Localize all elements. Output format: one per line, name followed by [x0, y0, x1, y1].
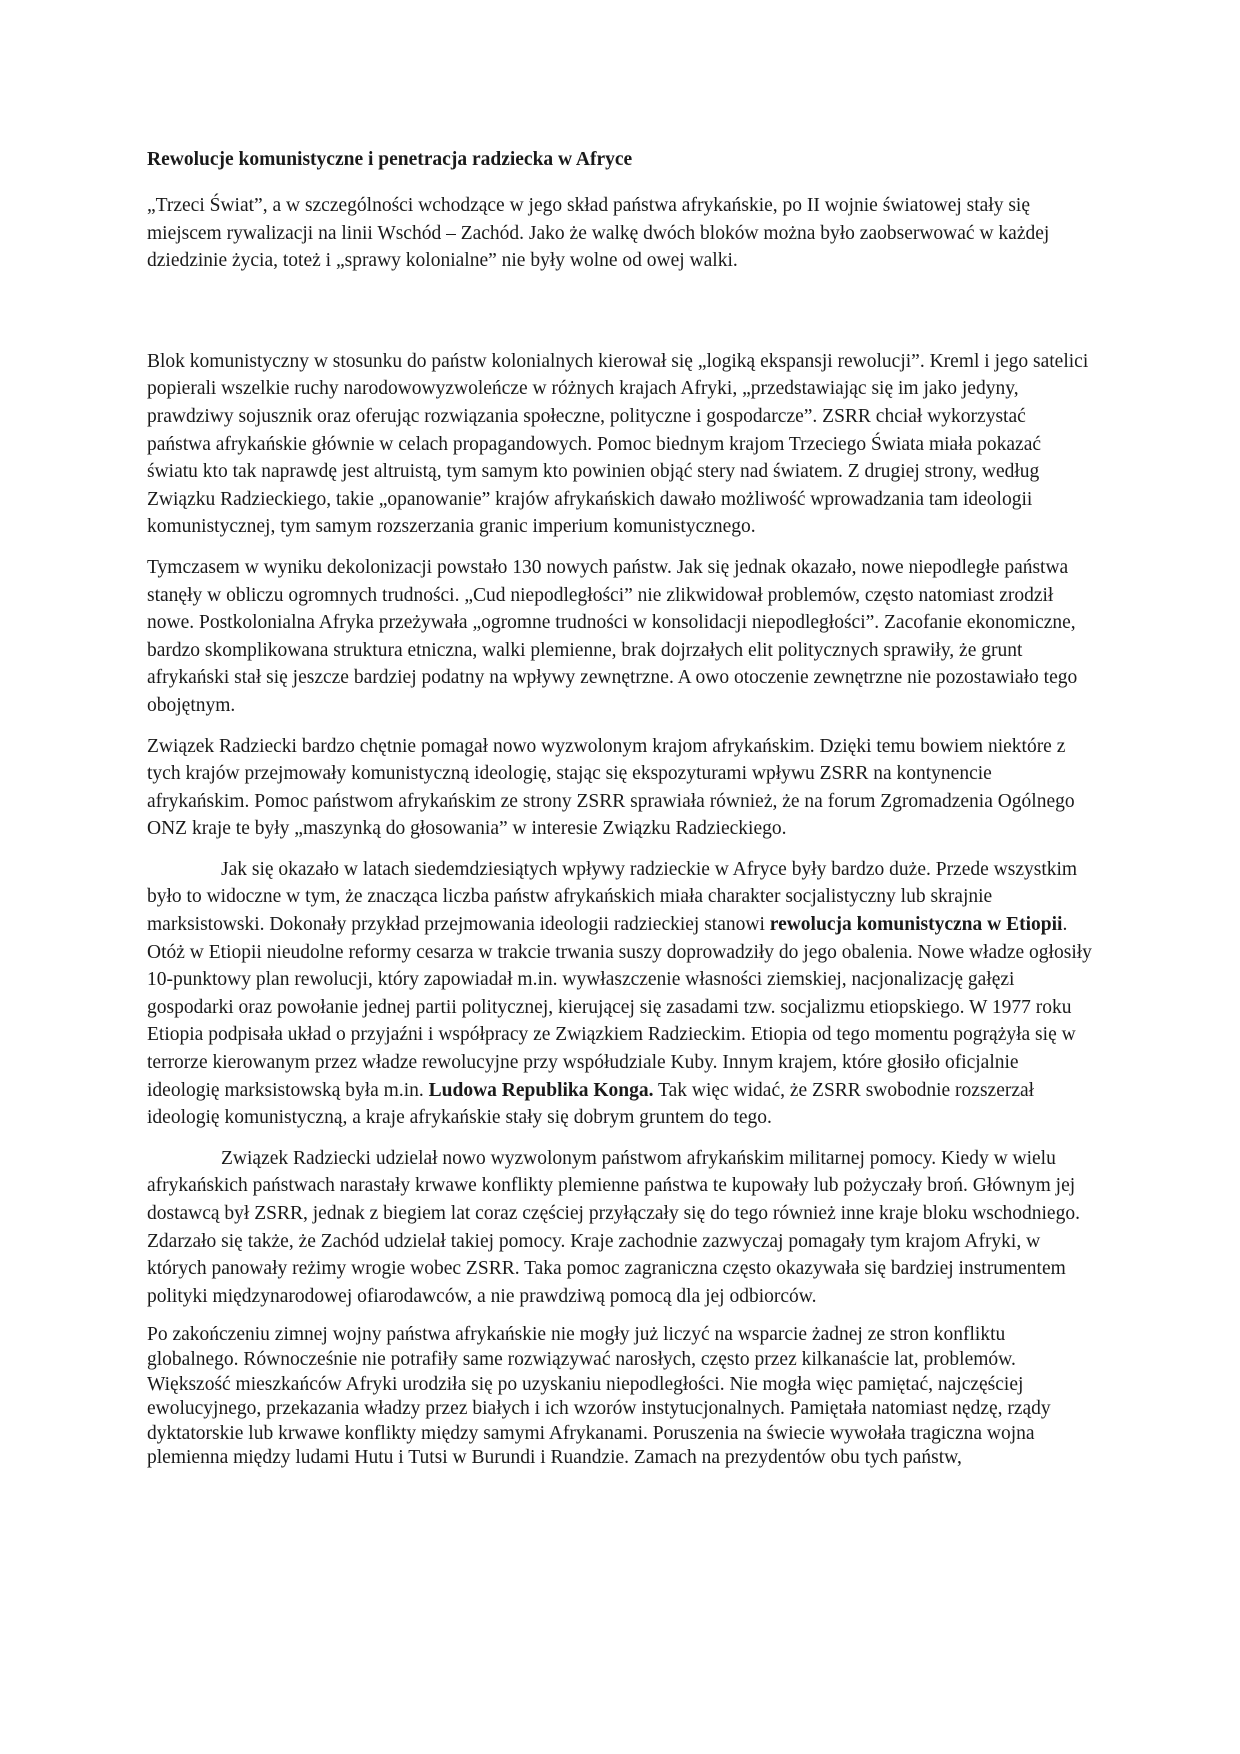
- bold-phrase-congo: Ludowa Republika Konga.: [428, 1079, 654, 1101]
- paragraph-3: Tymczasem w wyniku dekolonizacji powstało 130 nowych państw. Jak się jednak okazało, nowe niepodległe państwa stanęły w obliczu ogromnych trudności. „Cud niepodległości” nie zlikwidował problemów, często natomiast zrodził nowe. Postkolonialna Afryka przeżywała „ogromne trudności w konsolidacji niepodległości”. Zacofanie ekonomiczne, bardzo skomplikowana struktura etniczna, walki plemienne, brak dojrzałych elit politycznych sprawiły, że grunt afrykański stał się jeszcze bardziej podatny na wpływy zewnętrzne. A owo otoczenie zewnętrzne nie pozostawiało tego obojętnym.: [147, 556, 1078, 716]
- bold-phrase-ethiopia: rewolucja komunistyczna w Etiopii: [769, 914, 1063, 936]
- paragraph-2: Blok komunistyczny w stosunku do państw kolonialnych kierował się „logiką ekspansji rewolucji”. Kreml i jego satelici popierali wszelkie ruchy narodowowyzwoleńcze w różnych krajach Afryki, „przedstawiając się im jako jedyny, prawdziwy sojusznik oraz oferując rozwiązania społeczne, polityczne i gospodarcze”. ZSRR chciał wykorzystać państwa afrykańskie głównie w celach propagandowych. Pomoc biednym krajom Trzeciego Świata miała pokazać światu kto tak naprawdę jest altruistą, tym samym kto powinien objąć stery nad światem. Z drugiej strony, według Związku Radzieckiego, takie „opanowanie” krajów afrykańskich dawało możliwość wprowadzania tam ideologii komunistycznej, tym samym rozszerzania granic imperium komunistycznego.: [147, 350, 1089, 538]
- paragraph-1: „Trzeci Świat”, a w szczególności wchodzące w jego skład państwa afrykańskie, po II wojnie światowej stały się miejscem rywalizacji na linii Wschód – Zachód. Jako że walkę dwóch bloków można było zaobserwować w każdej dziedzinie życia, toteż i „sprawy kolonialne” nie były wolne od owej walki.: [147, 195, 1050, 272]
- paragraph-7: Po zakończeniu zimnej wojny państwa afrykańskie nie mogły już liczyć na wsparcie żadnej ze stron konfliktu globalnego. Równocześnie nie potrafiły same rozwiązywać narosłych, często przez kilkanaście lat, problemów. Większość mieszkańców Afryki urodziła się po uzyskaniu niepodległości. Nie mogła więc pamiętać, najczęściej ewolucyjnego, przekazania władzy przez białych i ich wzorów instytucjonalnych. Pamiętała natomiast nędzę, rządy dyktatorskie lub krwawe konflikty między samymi Afrykanami. Poruszenia na świecie wywołała tragiczna wojna plemienna między ludami Hutu i Tutsi w Burundi i Ruandzie. Zamach na prezydentów obu tych państw,: [147, 1324, 1051, 1469]
- document-body: [147, 146, 1093, 1471]
- paragraph-5-text-d: Tak więc widać, że ZSRR swobodnie rozszerzał ideologię komunistyczną, a kraje afrykańskie stały się dobrym gruntem do tego.: [147, 1079, 1035, 1129]
- document-title: Rewolucje komunistyczne i penetracja radziecka w Afryce: [147, 149, 633, 170]
- paragraph-5-text-c: . Otóż w Etiopii nieudolne reformy cesarza w trakcie trwania suszy doprowadziły do jego obalenia. Nowe władze ogłosiły 10-punktowy plan rewolucji, który zapowiadał m.in. wywłaszczenie własności ziemskiej, nacjonalizację gałęzi gospodarki oraz powołanie jednej partii politycznej, kierującej się zasadami tzw. socjalizmu etiopskiego. W 1977 roku Etiopia podpisała układ o przyjaźni i współpracy ze Związkiem Radzieckim. Etiopia od tego momentu pogrążyła się w terrorze kierowanym przez władze rewolucyjne przy współudziale Kuby. Innym krajem, które głosiło oficjalnie ideologię marksistowską była m.in.: [147, 914, 1092, 1101]
- paragraph-6: Związek Radziecki udzielał nowo wyzwolonym państwom afrykańskim militarnej pomocy. Kiedy w wielu afrykańskich państwach narastały krwawe konflikty plemienne państwa te kupowały lub pożyczały broń. Głównym jej dostawcą był ZSRR, jednak z biegiem lat coraz częściej przyłączały się do tego również inne kraje bloku wschodniego. Zdarzało się także, że Zachód udzielał takiej pomocy. Kraje zachodnie zazwyczaj pomagały tym krajom Afryki, w których panowały reżimy wrogie wobec ZSRR. Taka pomoc zagraniczna często okazywała się bardziej instrumentem polityki międzynarodowej ofiarodawców, a nie prawdziwą pomocą dla jej odbiorców.: [147, 1147, 1080, 1307]
- paragraph-4: Związek Radziecki bardzo chętnie pomagał nowo wyzwolonym krajom afrykańskim. Dzięki temu bowiem niektóre z tych krajów przejmowały komunistyczną ideologię, stając się ekspozyturami wpływu ZSRR na kontynencie afrykańskim. Pomoc państwom afrykańskim ze strony ZSRR sprawiała również, że na forum Zgromadzenia Ogólnego ONZ kraje te były „maszynką do głosowania” w interesie Związku Radzieckiego.: [147, 735, 1075, 840]
- paragraph-5: [147, 856, 1093, 1132]
- paragraph-5-text-a: Jak się okazało w latach siedemdziesiątych wpływy radzieckie w Afryce były bardzo duże. Przede wszystkim było to widoczne w tym, że znacząca liczba państw afrykańskich miała charakter socjalistyczny lub skrajnie marksistowski. Dokonały przykład przejmowania ideologii radzieckiej stanowi: [147, 858, 1078, 936]
